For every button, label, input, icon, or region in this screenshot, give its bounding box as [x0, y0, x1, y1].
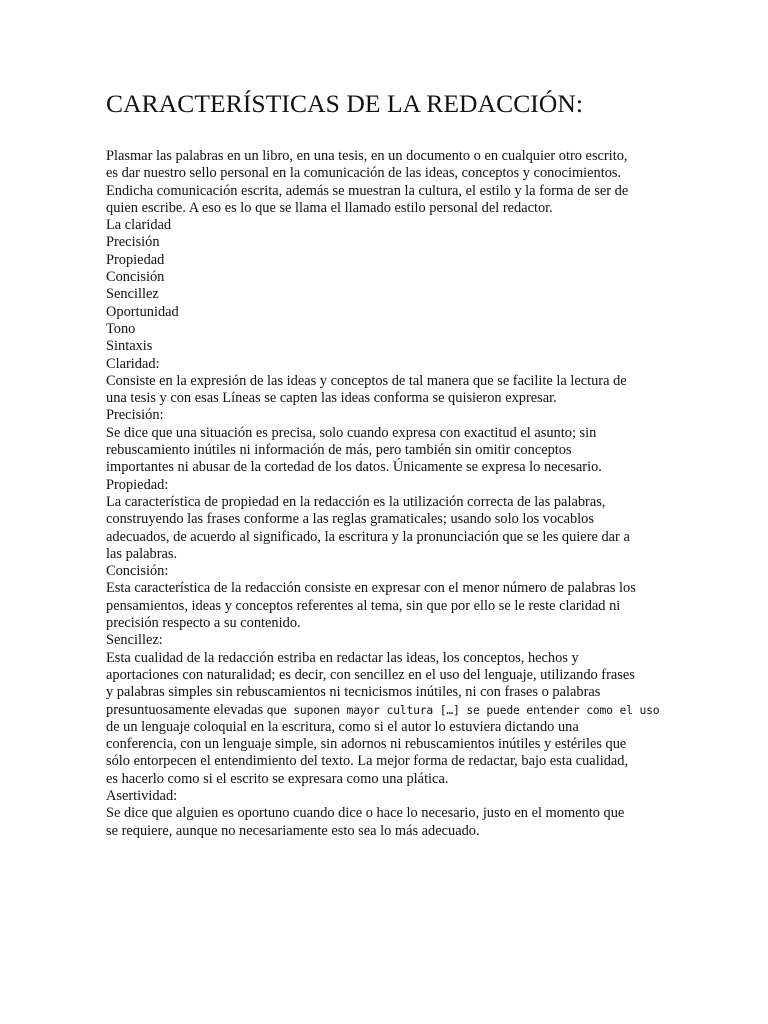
- text-line: construyendo las frases conforme a las reglas gramaticales; usando solo los vocablos: [106, 511, 594, 528]
- section-heading: Concisión:: [106, 563, 169, 580]
- document-content: [106, 88, 666, 840]
- text-line: es hacerlo como si el escrito se expresara como una plática.: [106, 770, 449, 787]
- text-line: es dar nuestro sello personal en la comunicación de las ideas, conceptos y conocimientos.: [106, 165, 622, 182]
- text-line: sólo entorpecen el entendimiento del texto. La mejor forma de redactar, bajo esta cualidad,: [106, 753, 629, 770]
- mixed-font-line: [106, 702, 666, 719]
- list-item: Propiedad: [106, 251, 165, 268]
- text-line: pensamientos, ideas y conceptos referentes al tema, sin que por ello se le reste claridad ni: [106, 597, 621, 614]
- list-item: Tono: [106, 320, 136, 337]
- text-line: Esta característica de la redacción consiste en expresar con el menor número de palabras los: [106, 580, 636, 597]
- text-line: una tesis y con esas Líneas se capten las ideas conforma se quisieron expresar.: [106, 390, 557, 407]
- text-line: de un lenguaje coloquial en la escritura, como si el autor lo estuviera dictando una: [106, 718, 579, 735]
- list-item: Sencillez: [106, 286, 159, 303]
- text-line: se requiere, aunque no necesariamente esto sea lo más adecuado.: [106, 822, 480, 839]
- text-line: precisión respecto a su contenido.: [106, 615, 301, 632]
- section-heading: Claridad:: [106, 355, 160, 372]
- section-heading: Sencillez:: [106, 632, 163, 649]
- text-line: Esta cualidad de la redacción estriba en redactar las ideas, los conceptos, hechos y: [106, 649, 579, 666]
- text-line: rebuscamiento inútiles ni información de más, pero también sin omitir conceptos: [106, 442, 572, 459]
- section-heading: Propiedad:: [106, 476, 169, 493]
- text-line: conferencia, con un lenguaje simple, sin adornos ni rebuscamientos inútiles y estériles que: [106, 736, 627, 753]
- text-line: aportaciones con naturalidad; es decir, con sencillez en el uso del lenguaje, utilizando frases: [106, 666, 635, 683]
- text-line: importantes ni abusar de la cortedad de los datos. Únicamente se expresa lo necesario.: [106, 459, 602, 476]
- list-item: Concisión: [106, 269, 165, 286]
- text-line: adecuados, de acuerdo al significado, la escritura y la pronunciación que se les quiere dar a: [106, 528, 630, 545]
- section-heading: Asertividad:: [106, 787, 178, 804]
- serif-segment: presuntuosamente elevadas: [106, 701, 267, 718]
- list-item: Sintaxis: [106, 338, 153, 355]
- document-title: CARACTERÍSTICAS DE LA REDACCIÓN:: [106, 89, 584, 118]
- text-line: Endicha comunicación escrita, además se muestran la cultura, el estilo y la forma de ser de: [106, 182, 629, 199]
- list-item: Oportunidad: [106, 303, 179, 320]
- text-line: Plasmar las palabras en un libro, en una tesis, en un documento o en cualquier otro escrito,: [106, 148, 628, 164]
- text-line: las palabras.: [106, 545, 178, 562]
- text-line: Consiste en la expresión de las ideas y conceptos de tal manera que se facilite la lectura de: [106, 372, 627, 389]
- mono-segment: que suponen mayor cultura […] se puede entender como el uso: [266, 702, 660, 717]
- list-item: Precisión: [106, 234, 160, 251]
- text-line: quien escribe. A eso es lo que se llama el llamado estilo personal del redactor.: [106, 199, 553, 216]
- list-item: La claridad: [106, 217, 172, 234]
- text-line: y palabras simples sin rebuscamientos ni tecnicismos inútiles, ni con frases o palabras: [106, 684, 601, 701]
- section-heading: Precisión:: [106, 407, 164, 424]
- text-line: Se dice que alguien es oportuno cuando dice o hace lo necesario, justo en el momento que: [106, 805, 625, 822]
- text-line: La característica de propiedad en la redacción es la utilización correcta de las palabras,: [106, 493, 606, 510]
- text-line: Se dice que una situación es precisa, solo cuando expresa con exactitud el asunto; sin: [106, 424, 597, 441]
